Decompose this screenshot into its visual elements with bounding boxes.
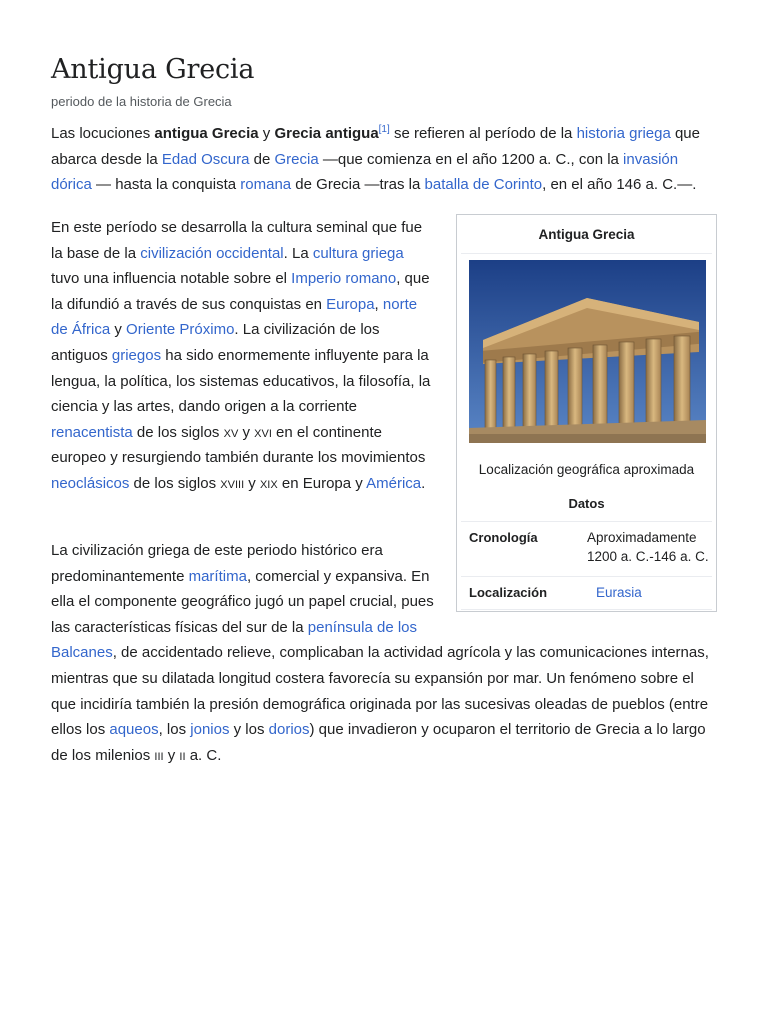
text: . La civilización de los antiguos (51, 321, 380, 364)
text: La civilización griega de este periodo histórico era predominantemente (51, 542, 383, 585)
bold-term: Grecia antigua (274, 125, 379, 142)
text: y (258, 125, 275, 142)
link-eurasia[interactable]: Eurasia (596, 585, 642, 600)
link-neoclasicos[interactable]: neoclásicos (51, 474, 130, 492)
infobox (456, 214, 717, 612)
text: —que comienza en el año 1200 a. C., con la (318, 150, 624, 168)
text: , los (158, 721, 191, 739)
text: y (110, 321, 127, 339)
value-line: 1200 a. C.-146 a. C. (587, 549, 709, 564)
millennium-numeral: ii (179, 746, 186, 764)
divider (461, 253, 712, 254)
century-numeral: xix (259, 474, 278, 492)
link-cultura-griega[interactable]: cultura griega (312, 244, 404, 262)
century-numeral: xv (223, 423, 239, 441)
link-edad-oscura[interactable]: Edad Oscura (161, 150, 250, 168)
text: y (244, 474, 260, 492)
infobox-title: Antigua Grecia (538, 227, 635, 242)
infobox-label-localizacion: Localización (469, 585, 548, 600)
link-oriente-proximo[interactable]: Oriente Próximo (126, 321, 235, 339)
text: de Grecia —tras la (291, 176, 425, 194)
text: ) que invadieron y ocuparon el territorio de Grecia a lo largo de los milenios (51, 721, 706, 764)
text: — hasta la conquista (91, 176, 241, 194)
link-europa[interactable]: Europa (326, 295, 375, 313)
text: , de accidentado relieve, complicaban la actividad agrícola y las comunicaciones internas, mientras que su dilatada longitud costera favorecía su expansión por mar. Un fenómeno sobre el que incidiría también la presión demográfica originada por las sucesivas oleadas de pueblos (entre ellos los (51, 644, 709, 739)
text: y (238, 423, 255, 441)
link-romana[interactable]: romana (240, 176, 292, 194)
divider (461, 521, 712, 522)
infobox-section-header: Datos (568, 496, 605, 511)
link-griegos[interactable]: griegos (111, 346, 162, 364)
text: , que la difundió a través de sus conquistas en (51, 270, 430, 313)
link-batalla-de-corinto[interactable]: batalla de Corinto (424, 176, 543, 194)
link-aqueos[interactable]: aqueos (109, 721, 159, 739)
text: y los (229, 721, 269, 739)
link-grecia[interactable]: Grecia (274, 150, 319, 168)
bold-term: antigua Grecia (154, 125, 259, 142)
infobox-value-cronologia (587, 528, 712, 566)
text: Las locuciones (51, 125, 155, 142)
page-subtitle: periodo de la historia de Grecia (51, 94, 232, 109)
divider (461, 609, 712, 610)
link-peninsula-balcanes[interactable]: península de los Balcanes (51, 618, 418, 662)
text: en Europa y (277, 474, 367, 492)
text: . (421, 474, 426, 492)
text: En este período se desarrolla la cultura seminal que fue la base de la (51, 219, 423, 262)
link-jonios[interactable]: jonios (190, 721, 230, 739)
text: . La (283, 244, 313, 262)
divider (461, 576, 712, 577)
intro-paragraph (51, 121, 716, 198)
link-imperio-romano[interactable]: Imperio romano (291, 270, 397, 288)
link-historia-griega[interactable]: historia griega (576, 125, 671, 142)
text: en el continente europeo y resurgiendo también durante los movimientos (51, 423, 426, 467)
millennium-numeral: iii (154, 746, 164, 764)
text: que abarca desde la (51, 125, 700, 168)
link-maritima[interactable]: marítima (188, 567, 247, 585)
text: , comercial y expansiva. En ella el componente geográfico jugó un papel crucial, pues las características físicas del sur de la (51, 567, 434, 636)
infobox-label-cronologia: Cronología (469, 530, 538, 545)
link-renacentista[interactable]: renacentista (51, 423, 133, 441)
link-america[interactable]: América (366, 474, 422, 492)
value-line: Aproximadamente (587, 530, 697, 545)
parthenon-illustration (469, 260, 706, 443)
link-dorios[interactable]: dorios (268, 721, 310, 739)
century-numeral: xvi (254, 423, 272, 441)
culture-paragraph (51, 215, 433, 497)
text: tuvo una influencia notable sobre el (51, 270, 292, 288)
parthenon-image[interactable] (469, 260, 706, 443)
century-numeral: xviii (220, 474, 245, 492)
text: de los siglos (132, 423, 224, 441)
text: de los siglos (129, 474, 221, 492)
text: y (163, 746, 180, 764)
infobox-caption: Localización geográfica aproximada (478, 462, 695, 477)
link-invasion-dorica[interactable]: invasión dórica (51, 150, 679, 194)
reference-link[interactable]: [1] (378, 124, 390, 135)
link-civilizacion-occidental[interactable]: civilización occidental (140, 244, 284, 262)
text: se refieren al período de la (389, 125, 577, 142)
text: , en el año 146 a. C.—. (542, 176, 697, 194)
text: , (374, 295, 383, 313)
text: a. C. (185, 746, 222, 764)
text: ha sido enormemente influyente para la lengua, la política, los sistemas educativos, la filosofía, la ciencia y las artes, dando origen a la corriente (51, 346, 431, 416)
text: de (249, 150, 275, 168)
page-title: Antigua Grecia (51, 54, 255, 85)
link-norte-de-africa[interactable]: norte de África (51, 295, 418, 339)
